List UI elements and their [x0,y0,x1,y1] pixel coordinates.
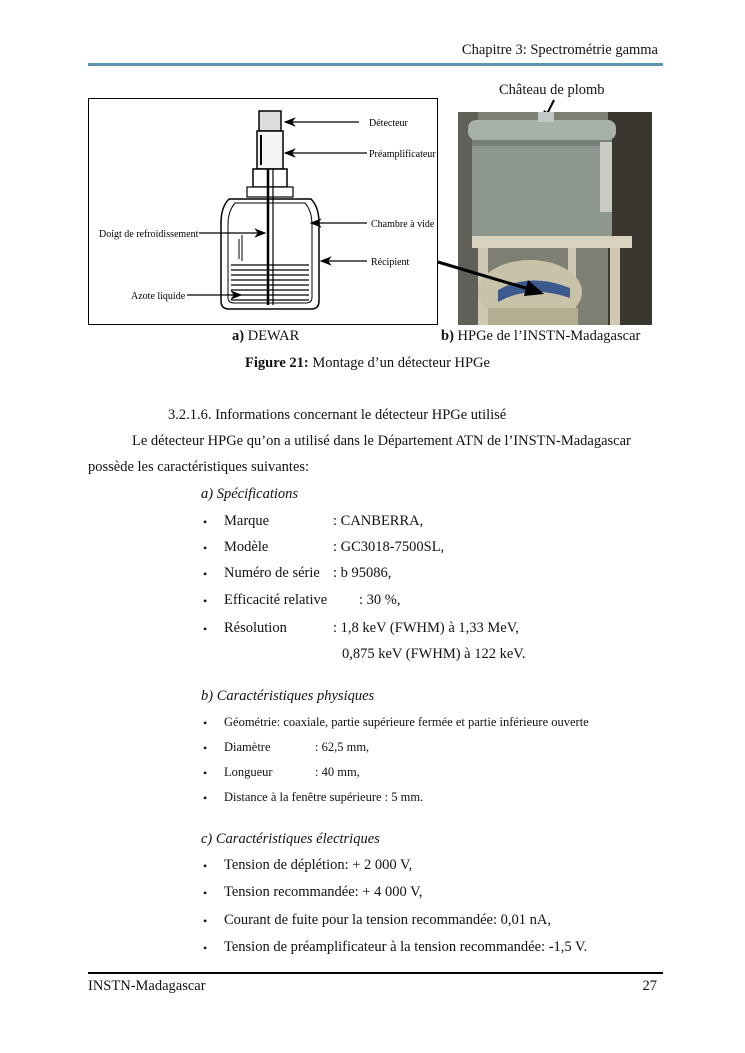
bullet-icon: • [203,541,208,555]
header-rule [88,63,663,66]
paragraph-line-2: possède les caractéristiques suivantes: [88,459,310,475]
specs-title: a) Spécifications [201,486,299,502]
physical-diameter-value: : 62,5 mm, [315,740,370,754]
electrical-item: Tension recommandée: + 4 000 V, [224,884,423,900]
dewar-diagram [89,99,439,326]
dewar-vessel [221,199,319,309]
caption-b-text: HPGe de l’INSTN-Madagascar [453,328,641,344]
bullet-icon: • [203,515,208,529]
label-preampli: Préamplificateur [369,149,436,160]
spec-value: : GC3018-7500SL, [333,539,445,555]
figure-caption [245,355,490,372]
electrical-title: c) Caractéristiques électriques [201,831,380,847]
physical-diameter-label: Diamètre [224,740,271,754]
label-chambre: Chambre à vide [371,219,435,230]
connecting-arrow [436,258,546,298]
electrical-item: Tension de déplétion: + 2 000 V, [224,857,413,873]
bullet-icon: • [203,859,208,873]
caption-b [441,328,640,345]
bullet-icon: • [203,594,208,608]
label-recipient: Récipient [371,257,410,268]
bullet-icon: • [203,622,208,636]
bullet-icon: • [203,886,208,900]
bullet-icon: • [203,914,208,928]
running-header: Chapitre 3: Spectrométrie gamma [461,42,658,58]
bullet-icon: • [203,766,208,780]
footer-institution: INSTN-Madagascar [88,978,206,994]
spec-value: : 1,8 keV (FWHM) à 1,33 MeV, [333,620,519,636]
label-detecteur: Détecteur [369,118,408,129]
lead-castle-label: Château de plomb [499,82,605,98]
bullet-icon: • [203,716,208,730]
spec-label: Numéro de série [224,565,320,581]
spec-label: Résolution [224,620,287,636]
spec-value: : CANBERRA, [333,513,424,529]
page-number: 27 [642,978,657,994]
caption-b-letter: b) [441,328,454,344]
physical-distance: Distance à la fenêtre supérieure : 5 mm. [224,790,424,804]
paragraph-line-1: Le détecteur HPGe qu’on a utilisé dans le Département ATN de l’INSTN-Madagascar [132,433,631,449]
label-azote: Azote liquide [131,291,186,302]
detector-head [259,111,281,131]
spec-resolution-line-2: 0,875 keV (FWHM) à 122 keV. [342,646,526,662]
bullet-icon: • [203,567,208,581]
figure-caption-text: Montage d’un détecteur HPGe [308,355,490,371]
electrical-item: Courant de fuite pour la tension recommandée: 0,01 nA, [224,912,551,928]
physical-length-value: : 40 mm, [315,765,360,779]
footer-rule [88,972,663,974]
caption-a [232,328,299,345]
electrical-item: Tension de préamplificateur à la tension recommandée: -1,5 V. [224,939,588,955]
caption-a-text: DEWAR [244,328,300,344]
bullet-icon: • [203,941,208,955]
spec-value: : 30 %, [359,592,401,608]
spec-label: Modèle [224,539,269,555]
spec-label: Marque [224,513,270,529]
physical-length-label: Longueur [224,765,273,779]
bullet-icon: • [203,741,208,755]
physical-title: b) Caractéristiques physiques [201,688,375,704]
physical-geometry: Géométrie: coaxiale, partie supérieure fermée et partie inférieure ouverte [224,715,589,729]
spec-label: Efficacité relative [224,592,328,608]
figure-caption-label: Figure 21: [245,355,309,371]
dewar-figure [88,98,438,325]
spec-value: : b 95086, [333,565,392,581]
section-heading: 3.2.1.6. Informations concernant le détecteur HPGe utilisé [168,407,507,423]
bullet-icon: • [203,791,208,805]
label-doigt: Doigt de refroidissement [99,229,199,240]
caption-a-letter: a) [232,328,245,344]
